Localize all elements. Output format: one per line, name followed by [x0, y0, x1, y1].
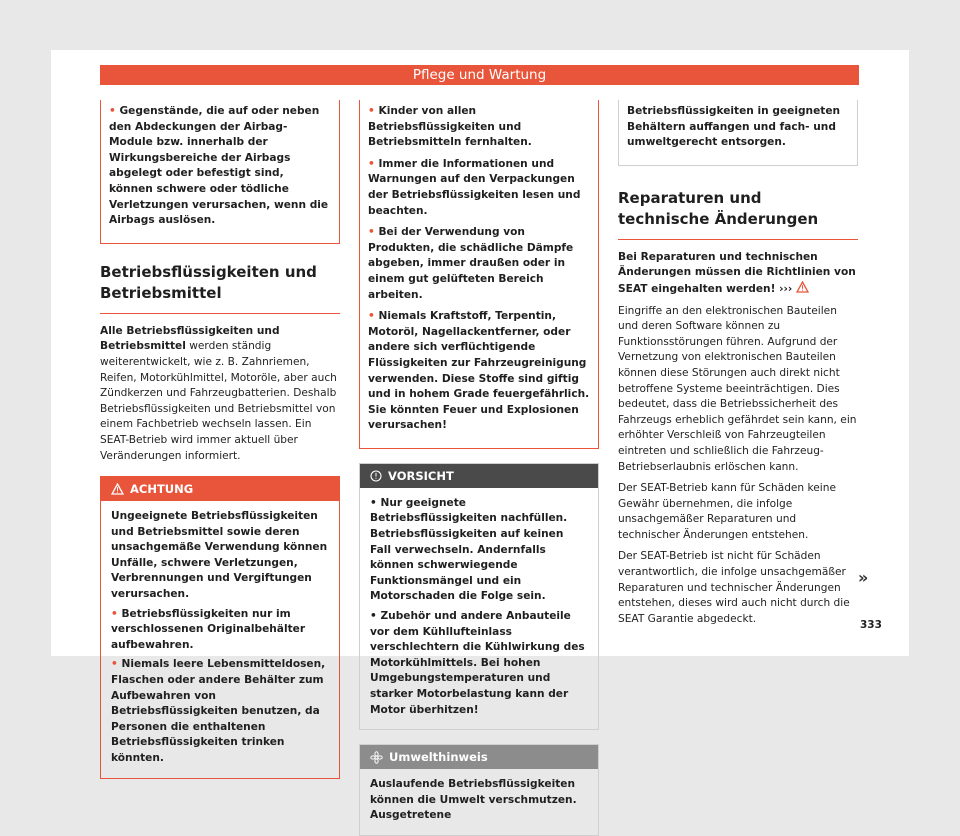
warning-body [101, 501, 339, 778]
body-paragraph: Der SEAT-Betrieb kann für Schäden keine Gewähr übernehmen, die infolge unsachgemäßer Reparaturen und technischer Änderungen entstehen. [618, 482, 836, 541]
column-1 [100, 100, 340, 779]
environment-box [359, 744, 599, 836]
caution-box [359, 463, 599, 730]
column-3 [618, 100, 858, 633]
section-title-repairs: Reparaturen und technische Änderungen [618, 188, 858, 240]
list-item: • Zubehör und andere Anbauteile vor dem Kühllufteinlass verschlechtern die Kühlwirkung des Motorkühlmittels. Bei hohen Umgebungstemperaturen und starker Motorbelastung kann der Motor überhitzen! [370, 610, 585, 716]
page-header: Pflege und Wartung [100, 65, 859, 85]
caution-body [360, 488, 598, 729]
caution-title: VORSICHT [388, 468, 454, 483]
flower-icon [370, 751, 383, 764]
body-paragraph: Eingriffe an den elektronischen Bauteilen und deren Software können zu Funktionsstörungen führen. Aufgrund der Vernetzung von elektronischen Bauteilen können diese Störungen auch direkt nicht betroffene Systeme beeinträchtigen. Dies bedeutet, dass die Betriebssicherheit des Fahrzeugs erheblich gefährdet sein kann, ein erhöhter Verschleiß von Fahrzeugteilen eintreten und schließlich die Fahrzeug-Betriebserlaubnis erlöschen kann. [618, 304, 857, 473]
list-item: • Gegenstände, die auf oder neben den Abdeckungen der Airbag-Module bzw. innerhalb der Wirkungsbereiche der Airbags abgelegt oder befestigt sind, können schwere oder tödliche Verletzungen verursachen, wenn die Airbags auslösen. [109, 105, 329, 227]
warning-box [100, 476, 340, 779]
caution-header [360, 464, 598, 488]
page-number: 333 [860, 619, 882, 631]
body-paragraph: Der SEAT-Betrieb ist nicht für Schäden verantwortlich, die infolge unsachgemäßer Reparaturen und technischer Änderungen entstehen, dieses wird auch nicht durch die SEAT Garantie abgedeckt. [618, 550, 850, 625]
list-item: • Betriebsflüssigkeiten nur im verschlossenen Originalbehälter aufbewahren. [111, 607, 306, 651]
warning-header [101, 477, 339, 501]
list-item: • Niemals leere Lebensmitteldosen, Flaschen oder andere Behälter zum Aufbewahren von Betriebsflüssigkeiten benutzen, da Personen die enthaltenen Betriebsflüssigkeiten trinken könnten. [111, 658, 326, 764]
environment-continuation-box [618, 100, 858, 166]
warning-icon [111, 483, 124, 495]
warning-title: ACHTUNG [130, 482, 194, 497]
continue-marker: » [858, 568, 869, 587]
environment-text: Auslaufende Betriebsflüssigkeiten können die Umwelt verschmutzen. Ausgetretene [370, 778, 577, 822]
environment-header [360, 745, 598, 769]
environment-title: Umwelthinweis [389, 750, 488, 765]
list-item: • Immer die Informationen und Warnungen auf den Verpackungen der Betriebsflüssigkeiten lesen und beachten. [368, 157, 581, 217]
warning-continuation-box [100, 100, 340, 244]
info-circle-icon [370, 470, 382, 482]
environment-body [360, 769, 598, 835]
environment-text-continued: Betriebsflüssigkeiten in geeigneten Behältern auffangen und fach- und umweltgerecht entsorgen. [627, 105, 841, 149]
warning-lead: Ungeeignete Betriebsflüssigkeiten und Betriebsmittel sowie deren unsachgemäße Verwendung können Unfälle, schwere Verletzungen, Verbrennungen und Vergiftungen verursachen. [111, 510, 328, 601]
warning-continuation-box [359, 100, 599, 449]
intro-paragraph: Alle Betriebsflüssigkeiten und Betriebsmittel werden ständig weiterentwickelt, wie z. B. Zahnriemen, Reifen, Motorkühlmittel, Motoröle, aber auch Zündkerzen und Fahrzeugbatterien. Deshalb Betriebsflüssigkeiten und Betriebsmittel von einem Fachbetrieb wechseln lassen. Ein SEAT-Betrieb wird immer aktuell über Veränderungen informiert. [100, 324, 337, 462]
list-item: • Nur geeignete Betriebsflüssigkeiten nachfüllen. Betriebsflüssigkeiten auf keinen Fall verwechseln. Andernfalls können schwerwiegende Funktionsmängel und ein Motorschaden die Folge sein. [370, 496, 568, 603]
column-2 [359, 100, 599, 836]
list-item: • Niemals Kraftstoff, Terpentin, Motoröl, Nagellackentferner, oder andere sich verflüchtigende Flüssigkeiten zur Fahrzeugreinigung verwenden. Diese Stoffe sind giftig und in hohem Grade feuergefährlich. Sie könnten Feuer und Explosionen verursachen! [368, 310, 590, 432]
lead-paragraph: Bei Reparaturen und technischen Änderungen müssen die Richtlinien von SEAT eingehalten werden! ››› [618, 250, 856, 295]
list-item: • Bei der Verwendung von Produkten, die schädliche Dämpfe abgeben, immer draußen oder in einem gut gelüfteten Bereich arbeiten. [368, 226, 574, 301]
section-title-fluids: Betriebsflüssigkeiten und Betriebsmittel [100, 262, 340, 314]
list-item: • Kinder von allen Betriebsflüssigkeiten und Betriebsmitteln fernhalten. [368, 105, 532, 149]
warning-icon [796, 281, 809, 293]
